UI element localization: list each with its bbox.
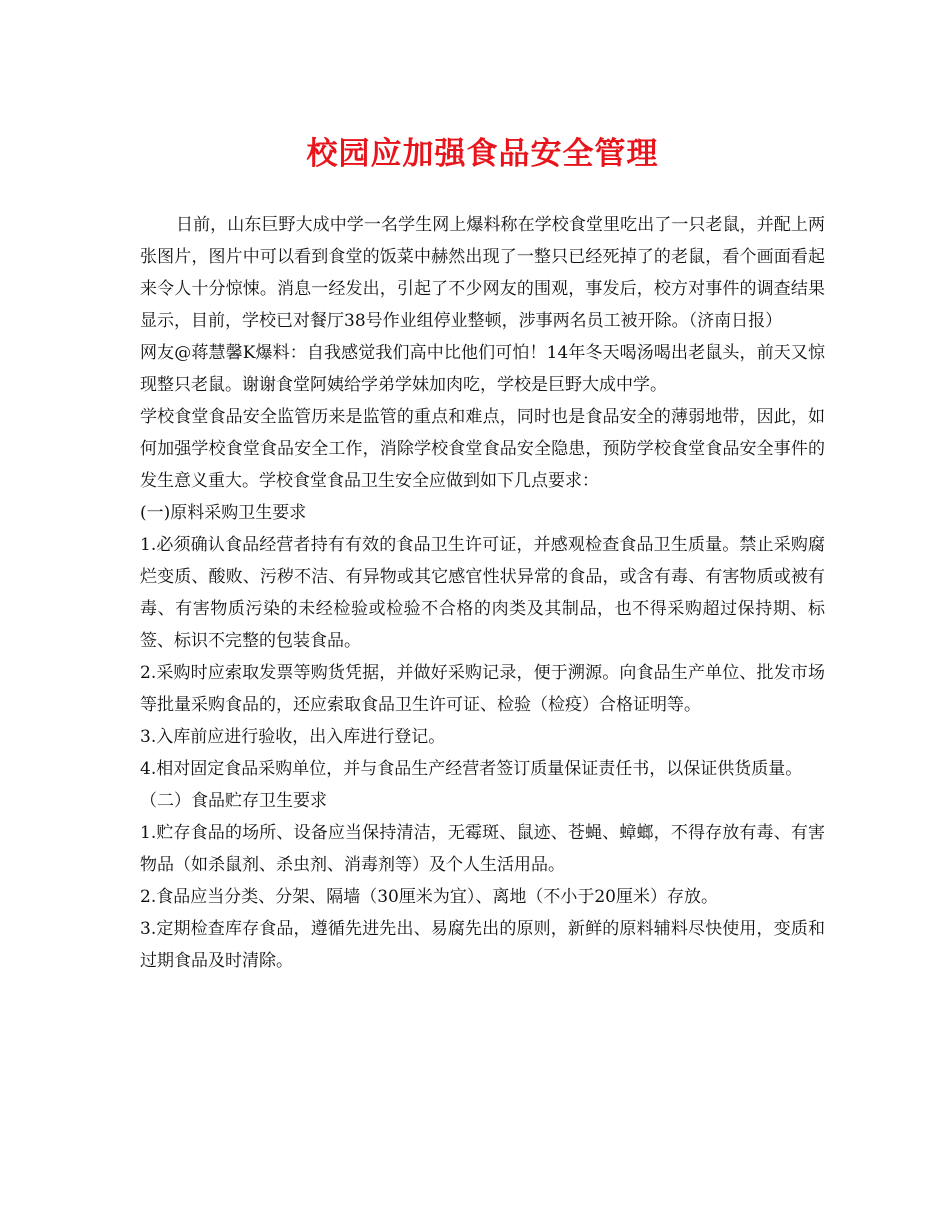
list-item: 4.相对固定食品采购单位，并与食品生产经营者签订质量保证责任书，以保证供货质量。 bbox=[140, 759, 803, 779]
list-item: 1.必须确认食品经营者持有有效的食品卫生许可证，并感观检查食品卫生质量。禁止采购腐烂变质、酸败、污秽不洁、有异物或其它感官性状异常的食品，或含有毒、有害物质或被有毒、有害物质污染的未经检验或检验不合格的肉类及其制品，也不得采购超过保持期、标签、标识不完整的包装食品。 bbox=[140, 535, 825, 651]
list-item: 3.入库前应进行验收，出入库进行登记。 bbox=[140, 727, 446, 747]
list-item: 2.食品应当分类、分架、隔墙（30厘米为宜）、离地（不小于20厘米）存放。 bbox=[140, 887, 718, 907]
section-heading-procurement: (一)原料采购卫生要求 bbox=[140, 503, 307, 523]
document-title: 校园应加强食品安全管理 bbox=[306, 136, 659, 172]
list-item: 3.定期检查库存食品，遵循先进先出、易腐先出的原则，新鲜的原料辅料尽快使用，变质和过期食品及时清除。 bbox=[140, 919, 825, 971]
list-item: 1.贮存食品的场所、设备应当保持清洁，无霉斑、鼠迹、苍蝇、蟑螂，不得存放有毒、有害物品（如杀鼠剂、杀虫剂、消毒剂等）及个人生活用品。 bbox=[140, 823, 825, 875]
section-heading-storage: （二）食品贮存卫生要求 bbox=[140, 791, 327, 811]
paragraph-intro: 日前，山东巨野大成中学一名学生网上爆料称在学校食堂里吃出了一只老鼠，并配上两张图片，图片中可以看到食堂的饭菜中赫然出现了一整只已经死掉了的老鼠，看个画面看起来令人十分惊悚。消息一经发出，引起了不少网友的围观，事发后，校方对事件的调查结果显示，目前，学校已对餐厅38号作业组停业整顿，涉事两名员工被开除。（济南日报） bbox=[140, 215, 825, 331]
paragraph-supervision: 学校食堂食品安全监管历来是监管的重点和难点，同时也是食品安全的薄弱地带，因此，如何加强学校食堂食品安全工作，消除学校食堂食品安全隐患，预防学校食堂食品安全事件的发生意义重大。学校食堂食品卫生安全应做到如下几点要求： bbox=[140, 407, 825, 491]
paragraph-netizen: 网友@蒋慧馨K爆料：自我感觉我们高中比他们可怕！14年冬天喝汤喝出老鼠头，前天又惊现整只老鼠。谢谢食堂阿姨给学弟学妹加肉吃，学校是巨野大成中学。 bbox=[140, 343, 825, 395]
document-page bbox=[140, 120, 825, 977]
list-item: 2.采购时应索取发票等购货凭据，并做好采购记录，便于溯源。向食品生产单位、批发市场等批量采购食品的，还应索取食品卫生许可证、检验（检疫）合格证明等。 bbox=[140, 663, 825, 715]
